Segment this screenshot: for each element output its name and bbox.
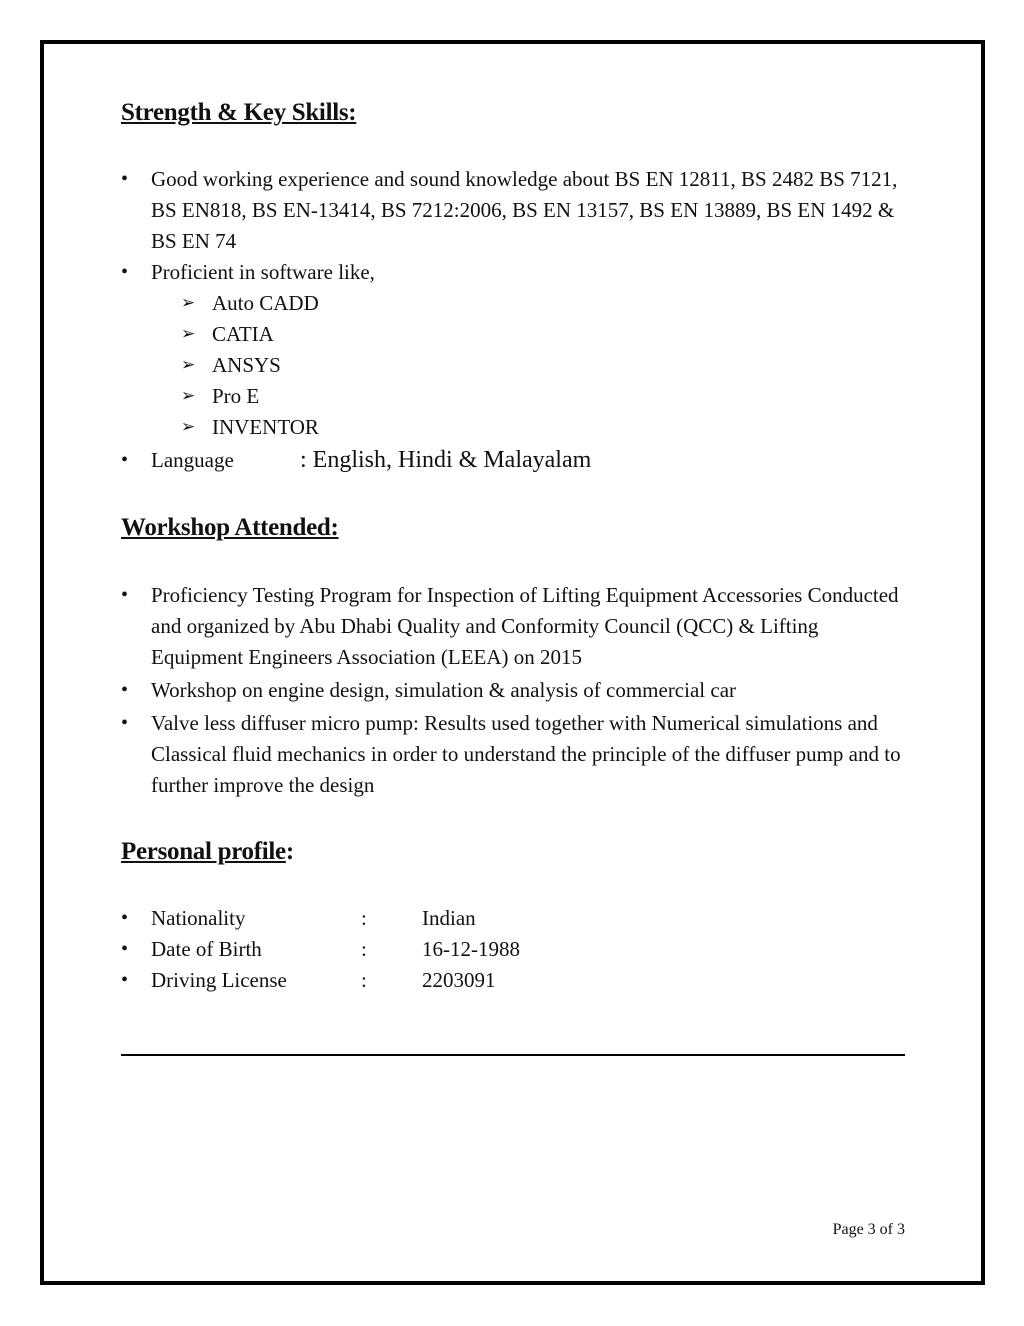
profile-value: 2203091 bbox=[422, 968, 496, 992]
workshop-heading: Workshop Attended: bbox=[121, 514, 339, 541]
workshop-list bbox=[121, 580, 911, 801]
personal-heading-colon: : bbox=[285, 838, 294, 865]
personal-heading-text: Personal profile bbox=[121, 838, 286, 865]
software-list bbox=[151, 288, 911, 443]
software-item: ➢ Auto CADD bbox=[181, 288, 911, 319]
profile-colon: : bbox=[361, 968, 367, 992]
software-item: ➢ INVENTOR bbox=[181, 412, 911, 443]
list-item bbox=[121, 675, 911, 706]
software-item: ➢ Pro E bbox=[181, 381, 911, 412]
list-item bbox=[121, 445, 911, 476]
list-item bbox=[121, 934, 911, 965]
horizontal-rule bbox=[121, 1054, 905, 1056]
software-intro: Proficient in software like, bbox=[151, 260, 375, 284]
profile-label: Nationality bbox=[151, 906, 246, 930]
profile-label: Driving License bbox=[151, 968, 287, 992]
list-item bbox=[121, 580, 911, 673]
software-item: ➢ CATIA bbox=[181, 319, 911, 350]
profile-colon: : bbox=[361, 937, 367, 961]
page-number: Page 3 of 3 bbox=[832, 1221, 905, 1238]
list-item bbox=[121, 708, 911, 801]
strength-list bbox=[121, 164, 911, 476]
workshop-item-text: Proficiency Testing Program for Inspection of Lifting Equipment Accessories Conducted and organized by Abu Dhabi Quality and Conformity Council (QCC) & Lifting Equipment Engineers Association (LEEA) on 2015 bbox=[151, 583, 899, 669]
strength-heading: Strength & Key Skills: bbox=[121, 99, 357, 126]
profile-colon: : bbox=[361, 906, 367, 930]
personal-list bbox=[121, 903, 911, 996]
software-item: ➢ ANSYS bbox=[181, 350, 911, 381]
workshop-item-text: Workshop on engine design, simulation & analysis of commercial car bbox=[151, 678, 737, 702]
list-item bbox=[121, 164, 911, 257]
profile-label: Date of Birth bbox=[151, 937, 262, 961]
profile-value: Indian bbox=[422, 906, 476, 930]
experience-text: Good working experience and sound knowledge about BS EN 12811, BS 2482 BS 7121, BS EN818, BS EN-13414, BS 7212:2006, BS EN 13157, BS EN 13889, BS EN 1492 & BS EN 74 bbox=[151, 167, 898, 253]
list-item bbox=[121, 257, 911, 443]
language-value: : English, Hindi & Malayalam bbox=[300, 447, 592, 473]
workshop-item-text: Valve less diffuser micro pump: Results used together with Numerical simulations and Classical fluid mechanics in order to understand the principle of the diffuser pump and to further improve the design bbox=[151, 711, 901, 797]
language-label: Language bbox=[151, 448, 234, 472]
profile-value: 16-12-1988 bbox=[422, 937, 520, 961]
personal-heading bbox=[121, 838, 294, 866]
list-item bbox=[121, 903, 911, 934]
list-item bbox=[121, 965, 911, 996]
